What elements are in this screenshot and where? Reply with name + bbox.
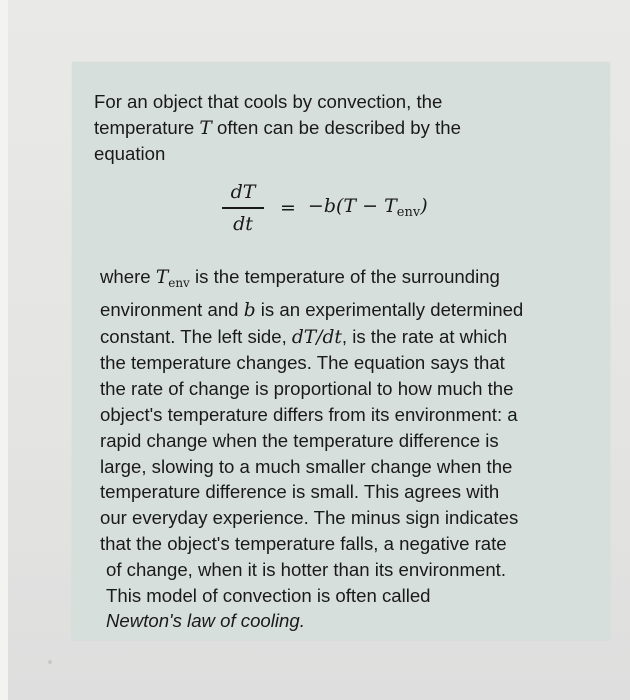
body-line: temperature difference is small. This agrees with	[100, 481, 500, 503]
rhs-suffix: )	[420, 195, 428, 218]
equals-sign: =	[280, 196, 296, 219]
var-dt-dt: dT/dt	[291, 326, 342, 348]
var-t: T	[155, 267, 169, 288]
intro-line-2-pre: temperature	[94, 116, 200, 138]
body-text-segment: where	[100, 266, 156, 287]
body-line: object's temperature differs from its environment: a	[100, 403, 518, 425]
body-line: the rate of change is proportional to how much the	[100, 378, 514, 400]
fraction-bar	[222, 207, 264, 209]
body-line: of change, when it is hotter than its environment.	[106, 558, 506, 580]
var-t-env	[156, 267, 190, 288]
derivative-fraction	[222, 179, 264, 237]
background-speck	[48, 660, 52, 664]
intro-paragraph	[94, 89, 534, 167]
body-line	[100, 324, 580, 351]
body-line: rapid change when the temperature difference is	[100, 429, 499, 451]
body-line: our everyday experience. The minus sign indicates	[100, 507, 519, 529]
text-card	[72, 62, 610, 640]
fraction-numerator: dT	[230, 181, 256, 203]
body-line: This model of convection is often called	[106, 584, 431, 606]
intro-var-t: T	[199, 117, 212, 139]
body-line	[100, 264, 580, 297]
fraction-denominator: dt	[233, 212, 253, 235]
body-text-segment: is an experimentally determined	[255, 298, 524, 320]
explanation-paragraph	[100, 264, 580, 634]
body-text-segment: environment and	[100, 298, 244, 320]
body-line: that the object's temperature falls, a negative rate	[100, 532, 507, 554]
body-text-segment: constant. The left side,	[100, 325, 292, 347]
intro-line-3: equation	[94, 143, 166, 164]
body-line	[100, 297, 580, 324]
body-line: the temperature changes. The equation says that	[100, 352, 505, 374]
body-text-segment: is the temperature of the surrounding	[189, 266, 500, 287]
page-left-margin	[0, 0, 8, 700]
var-env-subscript: env	[168, 276, 190, 290]
intro-line-2-post: often can be described by the	[211, 116, 461, 138]
rhs-prefix: −b(T − T	[307, 195, 397, 218]
cooling-equation	[222, 179, 428, 237]
body-text-segment: , is the rate at which	[341, 325, 508, 347]
intro-line-1: For an object that cools by convection, the	[94, 91, 443, 112]
rhs-subscript: env	[396, 205, 421, 221]
body-line: large, slowing to a much smaller change when the	[100, 455, 513, 477]
newtons-law-term: Newton's law of cooling.	[106, 610, 305, 632]
equation-rhs	[308, 195, 428, 220]
var-b: b	[243, 299, 256, 321]
